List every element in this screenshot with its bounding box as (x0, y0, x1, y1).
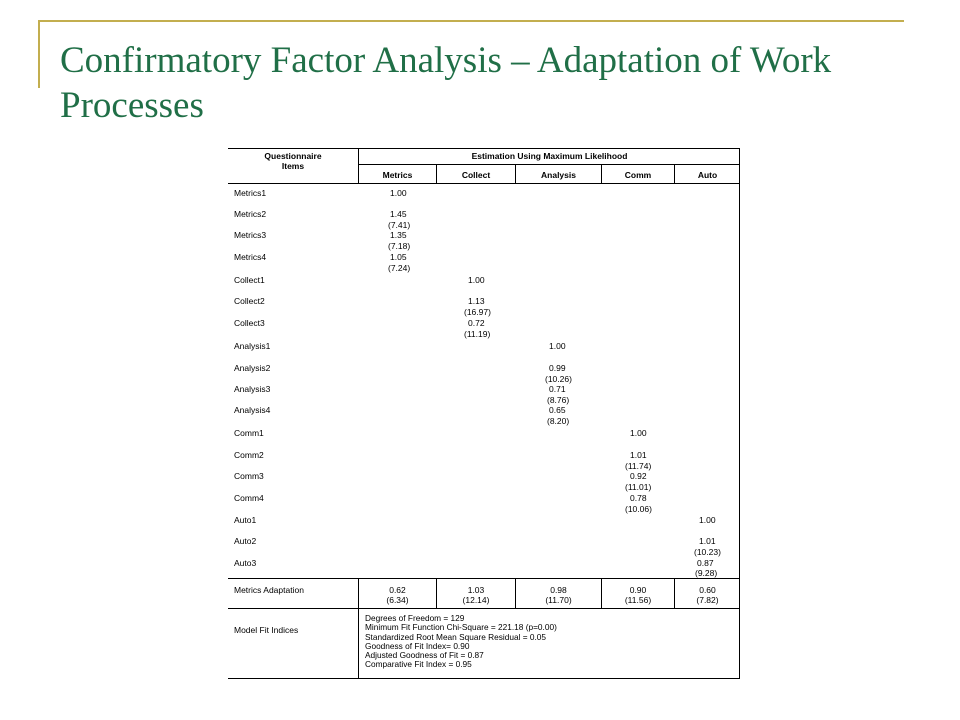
fit-index-line: Minimum Fit Function Chi-Square = 221.18 (p=0.00) (365, 622, 557, 633)
header-items-line1: Questionnaire (264, 151, 322, 161)
header-col-comm: Comm (624, 170, 652, 180)
row-item-label: Analysis3 (234, 384, 271, 394)
table-top-rule (228, 148, 740, 149)
loading-value: 1.01 (699, 536, 716, 546)
row-item-label: Collect1 (234, 275, 265, 285)
row-item-label: Collect2 (234, 296, 265, 306)
loading-value: 0.71 (549, 384, 566, 394)
header-bottom-rule (228, 183, 740, 184)
adaptation-value: 0.90 (629, 585, 647, 595)
fit-index-line: Standardized Root Mean Square Residual = 0.05 (365, 631, 547, 642)
row-item-label: Collect3 (234, 318, 265, 328)
loading-t-value: (8.20) (547, 416, 570, 426)
loading-value: 1.01 (630, 450, 647, 460)
loading-value: 0.92 (630, 471, 647, 481)
loading-t-value: (11.74) (625, 461, 652, 471)
fit-index-line: Adjusted Goodness of Fit = 0.87 (365, 650, 484, 661)
loading-value: 0.99 (549, 363, 566, 373)
adaptation-label: Metrics Adaptation (234, 585, 304, 595)
adaptation-t-value: (7.82) (696, 595, 719, 605)
loading-value: 0.65 (549, 405, 566, 415)
header-col-analysis: Analysis (541, 170, 576, 180)
row-item-label: Auto1 (234, 515, 257, 525)
header-items-line2: Items (281, 161, 305, 171)
header-col-collect: Collect (461, 170, 491, 180)
row-item-label: Analysis1 (234, 341, 271, 351)
adaptation-value: 1.03 (467, 585, 485, 595)
adaptation-t-value: (6.34) (386, 595, 409, 605)
row-item-label: Metrics3 (234, 230, 267, 240)
loading-value: 0.87 (697, 558, 714, 568)
loading-t-value: (9.28) (695, 568, 718, 578)
row-item-label: Comm2 (234, 450, 264, 460)
cfa-table (228, 148, 740, 679)
fit-indices-list (365, 614, 557, 670)
table-bottom-rule (228, 678, 740, 679)
row-item-label: Comm3 (234, 471, 264, 481)
loading-t-value: (11.19) (464, 329, 491, 339)
header-estimation: Estimation Using Maximum Likelihood (471, 151, 628, 161)
loading-t-value: (7.41) (388, 220, 411, 230)
slide-title: Confirmatory Factor Analysis – Adaptation of Work Processes (60, 40, 832, 126)
row-item-label: Analysis2 (234, 363, 271, 373)
row-item-label: Analysis4 (234, 405, 271, 415)
adaptation-t-value: (11.70) (545, 595, 572, 605)
loading-value: 1.45 (390, 209, 407, 219)
adaptation-t-value: (12.14) (462, 595, 490, 605)
row-item-label: Auto3 (234, 558, 257, 568)
row-item-label: Auto2 (234, 536, 257, 546)
adaptation-t-value: (11.56) (624, 595, 652, 605)
row-item-label: Comm1 (234, 428, 264, 438)
loading-t-value: (10.23) (694, 547, 721, 557)
adaptation-top-rule (228, 578, 740, 579)
loading-value: 1.00 (468, 275, 485, 285)
loading-t-value: (10.06) (625, 504, 652, 514)
adaptation-value: 0.62 (389, 585, 406, 595)
loading-t-value: (8.76) (547, 395, 570, 405)
fit-index-line: Comparative Fit Index = 0.95 (365, 659, 472, 670)
loading-t-value: (16.97) (464, 307, 491, 317)
loading-value: 1.00 (699, 515, 716, 525)
header-col-auto: Auto (697, 170, 718, 180)
header-col-metrics: Metrics (382, 170, 413, 180)
fit-index-line: Degrees of Freedom = 129 (365, 613, 465, 623)
loading-value: 1.00 (630, 428, 647, 438)
row-item-label: Metrics2 (234, 209, 267, 219)
title-rule-vertical (38, 20, 40, 88)
adaptation-value: 0.60 (699, 585, 716, 595)
loading-t-value: (7.18) (388, 241, 411, 251)
fit-indices-label: Model Fit Indices (234, 625, 299, 635)
fit-index-line: Goodness of Fit Index= 0.90 (365, 640, 470, 651)
loading-t-value: (7.24) (388, 263, 411, 273)
loading-value: 1.00 (549, 341, 566, 351)
loading-value: 1.05 (390, 252, 407, 262)
row-item-label: Metrics1 (234, 188, 267, 198)
loading-value: 1.35 (390, 230, 407, 240)
loading-t-value: (11.01) (625, 482, 652, 492)
loading-value: 0.78 (630, 493, 647, 503)
adaptation-value: 0.98 (550, 585, 567, 595)
title-rule-horizontal (38, 20, 904, 22)
loading-t-value: (10.26) (545, 374, 572, 384)
row-item-label: Comm4 (234, 493, 264, 503)
loading-value: 1.13 (468, 296, 485, 306)
loading-value: 0.72 (468, 318, 485, 328)
adaptation-bottom-rule (228, 608, 740, 609)
header-mid-rule (358, 164, 740, 165)
row-item-label: Metrics4 (234, 252, 267, 262)
loading-value: 1.00 (390, 188, 407, 198)
